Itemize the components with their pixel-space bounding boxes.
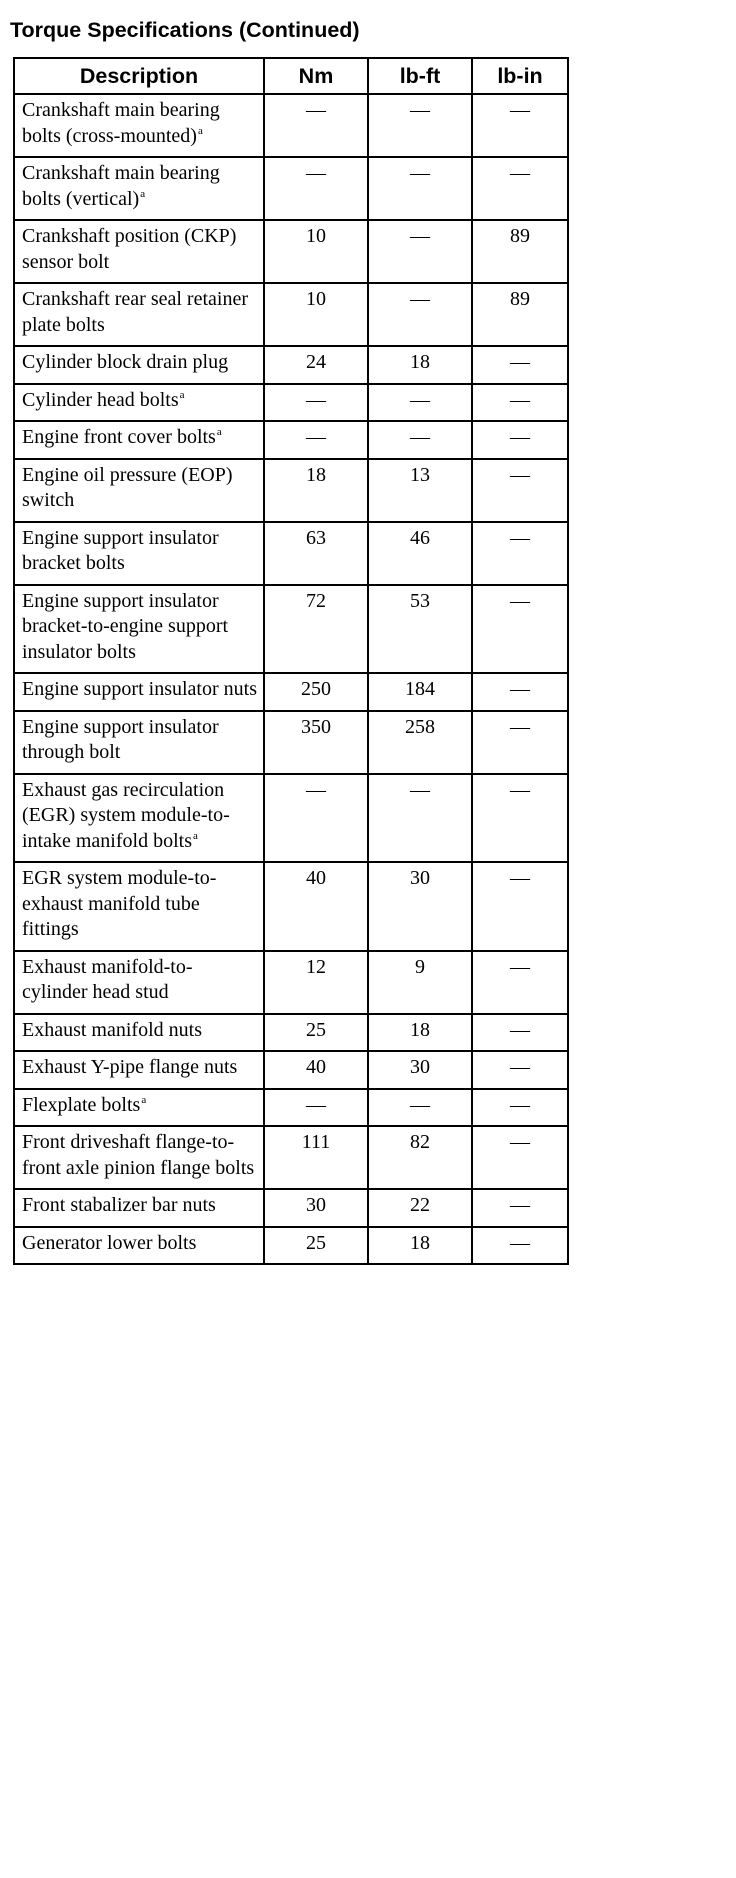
table-row: [14, 1189, 568, 1227]
table-row: [14, 346, 568, 384]
lb-ft-cell: 18: [368, 346, 472, 384]
lb-in-cell: 89: [472, 283, 568, 346]
footnote-marker: a: [216, 426, 222, 439]
nm-cell: 40: [264, 1051, 368, 1089]
column-header-nm: Nm: [264, 58, 368, 94]
description-text: Crankshaft rear seal retainer plate bolts: [22, 288, 248, 336]
lb-in-cell: —: [472, 384, 568, 422]
table-row: [14, 459, 568, 522]
nm-cell: 10: [264, 220, 368, 283]
lb-in-cell: —: [472, 585, 568, 674]
description-text: Exhaust manifold nuts: [22, 1018, 202, 1041]
lb-ft-cell: 18: [368, 1227, 472, 1265]
nm-cell: 111: [264, 1126, 368, 1189]
description-text: Engine support insulator bracket-to-engine support insulator bolts: [22, 589, 229, 663]
lb-in-cell: —: [472, 1089, 568, 1127]
table-row: [14, 522, 568, 585]
footnote-marker: a: [141, 1093, 147, 1106]
nm-cell: 350: [264, 711, 368, 774]
lb-ft-cell: 82: [368, 1126, 472, 1189]
lb-ft-cell: 258: [368, 711, 472, 774]
lb-ft-cell: —: [368, 157, 472, 220]
lb-in-cell: —: [472, 157, 568, 220]
lb-in-cell: —: [472, 711, 568, 774]
table-row: [14, 1014, 568, 1052]
description-text: Engine front cover bolts: [22, 426, 216, 448]
description-text: Crankshaft main bearing bolts (cross-mounted): [22, 99, 220, 147]
description-text: Generator lower bolts: [22, 1231, 197, 1254]
lb-ft-cell: —: [368, 384, 472, 422]
table-row: [14, 862, 568, 951]
table-row: [14, 711, 568, 774]
nm-cell: —: [264, 384, 368, 422]
nm-cell: 18: [264, 459, 368, 522]
description-cell: [14, 1126, 264, 1189]
lb-ft-cell: 18: [368, 1014, 472, 1052]
description-text: EGR system module-to-exhaust manifold tube fittings: [22, 867, 217, 940]
lb-in-cell: —: [472, 673, 568, 711]
column-header-lb-in: lb-in: [472, 58, 568, 94]
description-cell: [14, 774, 264, 863]
description-cell: [14, 711, 264, 774]
nm-cell: 40: [264, 862, 368, 951]
lb-ft-cell: —: [368, 774, 472, 863]
nm-cell: —: [264, 1089, 368, 1127]
table-row: [14, 94, 568, 157]
lb-ft-cell: 9: [368, 951, 472, 1014]
lb-ft-cell: 53: [368, 585, 472, 674]
table-row: [14, 157, 568, 220]
description-cell: [14, 459, 264, 522]
torque-spec-table: [13, 57, 569, 1265]
lb-ft-cell: 30: [368, 862, 472, 951]
lb-in-cell: —: [472, 1227, 568, 1265]
table-row: [14, 951, 568, 1014]
lb-in-cell: —: [472, 1189, 568, 1227]
lb-in-cell: —: [472, 346, 568, 384]
lb-in-cell: —: [472, 1051, 568, 1089]
description-cell: [14, 585, 264, 674]
lb-in-cell: 89: [472, 220, 568, 283]
nm-cell: 25: [264, 1227, 368, 1265]
page-title: Torque Specifications (Continued): [10, 18, 360, 42]
footnote-marker: a: [140, 187, 146, 200]
column-header-description: Description: [14, 58, 264, 94]
description-text: Exhaust gas recirculation (EGR) system module-to-intake manifold bolts: [22, 778, 230, 852]
lb-ft-cell: —: [368, 220, 472, 283]
description-cell: [14, 1189, 264, 1227]
table-row: [14, 585, 568, 674]
lb-ft-cell: 46: [368, 522, 472, 585]
lb-in-cell: —: [472, 94, 568, 157]
nm-cell: 12: [264, 951, 368, 1014]
nm-cell: 10: [264, 283, 368, 346]
nm-cell: —: [264, 157, 368, 220]
description-text: Flexplate bolts: [22, 1093, 141, 1116]
lb-ft-cell: 30: [368, 1051, 472, 1089]
description-cell: [14, 1014, 264, 1052]
table-row: [14, 673, 568, 711]
table-row: [14, 220, 568, 283]
lb-ft-cell: —: [368, 421, 472, 459]
footnote-marker: a: [179, 388, 185, 401]
table-row: [14, 1227, 568, 1265]
description-cell: [14, 384, 264, 422]
lb-ft-cell: —: [368, 283, 472, 346]
table-body: [14, 94, 568, 1264]
description-text: Engine support insulator through bolt: [22, 715, 219, 763]
table-row: [14, 421, 568, 459]
table-row: [14, 384, 568, 422]
nm-cell: —: [264, 421, 368, 459]
lb-in-cell: —: [472, 459, 568, 522]
footnote-marker: a: [192, 829, 198, 842]
table-row: [14, 283, 568, 346]
nm-cell: 72: [264, 585, 368, 674]
lb-in-cell: —: [472, 774, 568, 863]
description-text: Exhaust Y-pipe flange nuts: [22, 1056, 238, 1078]
nm-cell: 250: [264, 673, 368, 711]
nm-cell: 25: [264, 1014, 368, 1052]
nm-cell: 24: [264, 346, 368, 384]
description-cell: [14, 1051, 264, 1089]
lb-in-cell: —: [472, 862, 568, 951]
description-cell: [14, 673, 264, 711]
description-cell: [14, 421, 264, 459]
lb-in-cell: —: [472, 522, 568, 585]
footnote-marker: a: [197, 124, 203, 137]
description-text: Crankshaft position (CKP) sensor bolt: [22, 225, 237, 273]
lb-in-cell: —: [472, 1126, 568, 1189]
lb-in-cell: —: [472, 1014, 568, 1052]
description-cell: [14, 94, 264, 157]
lb-in-cell: —: [472, 421, 568, 459]
description-text: Crankshaft main bearing bolts (vertical): [22, 162, 220, 210]
column-header-lb-ft: lb-ft: [368, 58, 472, 94]
description-cell: [14, 1089, 264, 1127]
description-cell: [14, 157, 264, 220]
description-text: Engine support insulator nuts: [22, 678, 257, 700]
description-cell: [14, 951, 264, 1014]
description-text: Front driveshaft flange-to-front axle pinion flange bolts: [22, 1131, 255, 1179]
lb-ft-cell: —: [368, 1089, 472, 1127]
description-cell: [14, 1227, 264, 1265]
nm-cell: 30: [264, 1189, 368, 1227]
description-text: Engine oil pressure (EOP) switch: [22, 463, 233, 511]
description-text: Cylinder head bolts: [22, 388, 179, 411]
description-cell: [14, 346, 264, 384]
description-text: Engine support insulator bracket bolts: [22, 526, 219, 574]
description-text: Cylinder block drain plug: [22, 351, 229, 373]
nm-cell: —: [264, 94, 368, 157]
lb-ft-cell: —: [368, 94, 472, 157]
nm-cell: —: [264, 774, 368, 863]
description-text: Exhaust manifold-to-cylinder head stud: [22, 955, 193, 1003]
lb-in-cell: —: [472, 951, 568, 1014]
table-row: [14, 1126, 568, 1189]
table-row: [14, 774, 568, 863]
table-header-row: [14, 58, 568, 94]
description-cell: [14, 283, 264, 346]
lb-ft-cell: 13: [368, 459, 472, 522]
nm-cell: 63: [264, 522, 368, 585]
lb-ft-cell: 22: [368, 1189, 472, 1227]
description-cell: [14, 220, 264, 283]
table-row: [14, 1051, 568, 1089]
description-text: Front stabalizer bar nuts: [22, 1194, 216, 1216]
description-cell: [14, 522, 264, 585]
lb-ft-cell: 184: [368, 673, 472, 711]
description-cell: [14, 862, 264, 951]
table-row: [14, 1089, 568, 1127]
